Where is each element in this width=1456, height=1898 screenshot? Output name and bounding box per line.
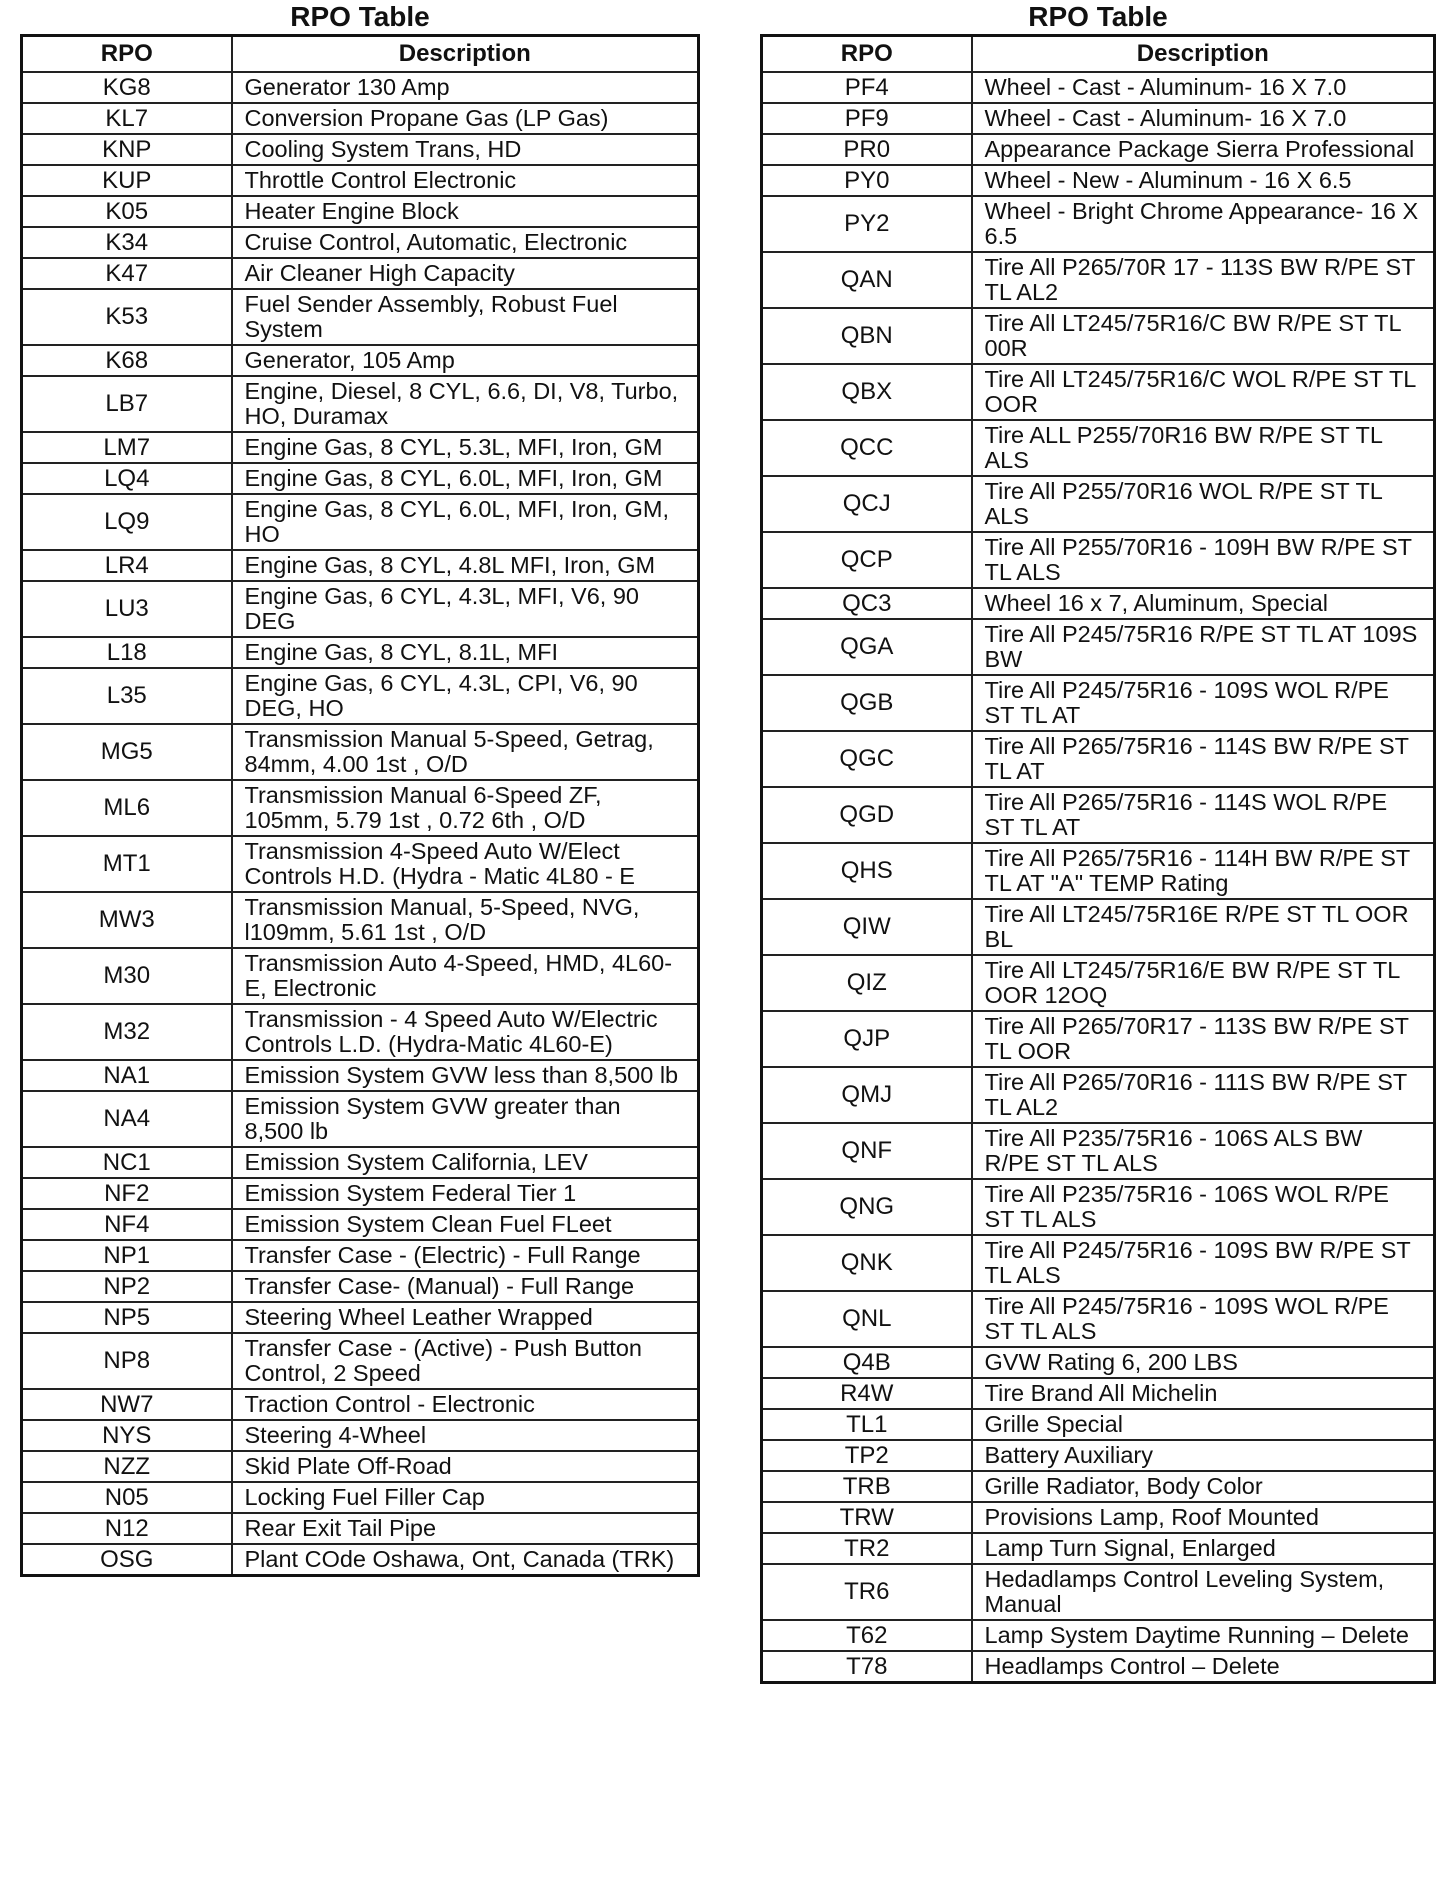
rpo-code-cell: KNP [22, 134, 232, 165]
description-cell: Wheel 16 x 7, Aluminum, Special [972, 588, 1435, 619]
description-cell: Grille Radiator, Body Color [972, 1471, 1435, 1502]
rpo-code-cell: LQ9 [22, 494, 232, 550]
table-row [762, 955, 1435, 1011]
rpo-code-cell: MT1 [22, 836, 232, 892]
description-cell: Engine, Diesel, 8 CYL, 6.6, DI, V8, Turbo, HO, Duramax [232, 376, 699, 432]
rpo-code-cell: QMJ [762, 1067, 972, 1123]
table-row [22, 1240, 699, 1271]
rpo-code-cell: PR0 [762, 134, 972, 165]
table-row [22, 1420, 699, 1451]
table-row [762, 1440, 1435, 1471]
table-row [762, 1378, 1435, 1409]
description-cell: Provisions Lamp, Roof Mounted [972, 1502, 1435, 1533]
table-row [22, 165, 699, 196]
description-cell: Conversion Propane Gas (LP Gas) [232, 103, 699, 134]
rpo-code-cell: T62 [762, 1620, 972, 1651]
table-row [22, 1389, 699, 1420]
table-row [762, 134, 1435, 165]
table-row [762, 1651, 1435, 1683]
description-cell: Tire All P255/70R16 WOL R/PE ST TL ALS [972, 476, 1435, 532]
right-table-body [762, 72, 1435, 1683]
description-cell: Tire All P265/70R16 - 111S BW R/PE ST TL AL2 [972, 1067, 1435, 1123]
rpo-code-cell: QC3 [762, 588, 972, 619]
rpo-code-cell: KUP [22, 165, 232, 196]
rpo-code-cell: K53 [22, 289, 232, 345]
description-cell: Air Cleaner High Capacity [232, 258, 699, 289]
table-row [762, 1235, 1435, 1291]
table-row [22, 780, 699, 836]
table-row [762, 420, 1435, 476]
description-cell: Tire All P235/75R16 - 106S WOL R/PE ST TL ALS [972, 1179, 1435, 1235]
table-row [22, 1060, 699, 1091]
description-column-header: Description [232, 36, 699, 73]
table-row [22, 948, 699, 1004]
rpo-code-cell: L35 [22, 668, 232, 724]
description-cell: Transmission Manual, 5-Speed, NVG, l109mm, 5.61 1st , O/D [232, 892, 699, 948]
table-row [22, 196, 699, 227]
description-cell: Cruise Control, Automatic, Electronic [232, 227, 699, 258]
rpo-code-cell: QNK [762, 1235, 972, 1291]
table-row [22, 550, 699, 581]
table-row [762, 252, 1435, 308]
left-table-body [22, 72, 699, 1576]
table-row [22, 494, 699, 550]
rpo-code-cell: M32 [22, 1004, 232, 1060]
description-cell: Headlamps Control – Delete [972, 1651, 1435, 1683]
table-row [762, 1067, 1435, 1123]
table-row [22, 1209, 699, 1240]
rpo-code-cell: NA4 [22, 1091, 232, 1147]
rpo-code-cell: R4W [762, 1378, 972, 1409]
description-cell: Wheel - Cast - Aluminum- 16 X 7.0 [972, 103, 1435, 134]
table-row [762, 1011, 1435, 1067]
description-cell: Engine Gas, 8 CYL, 8.1L, MFI [232, 637, 699, 668]
rpo-code-cell: NZZ [22, 1451, 232, 1482]
rpo-code-cell: NP1 [22, 1240, 232, 1271]
rpo-code-cell: QNG [762, 1179, 972, 1235]
description-cell: Plant COde Oshawa, Ont, Canada (TRK) [232, 1544, 699, 1576]
right-table-title: RPO Table [1028, 1, 1168, 32]
rpo-code-cell: QGC [762, 731, 972, 787]
table-row [762, 1347, 1435, 1378]
description-cell: Transfer Case - (Active) - Push Button Control, 2 Speed [232, 1333, 699, 1389]
rpo-code-cell: TL1 [762, 1409, 972, 1440]
table-row [762, 1502, 1435, 1533]
description-cell: Tire All P255/70R16 - 109H BW R/PE ST TL ALS [972, 532, 1435, 588]
rpo-code-cell: QNF [762, 1123, 972, 1179]
table-row [762, 308, 1435, 364]
table-row [22, 1513, 699, 1544]
table-row [762, 899, 1435, 955]
rpo-code-cell: K68 [22, 345, 232, 376]
description-cell: Battery Auxiliary [972, 1440, 1435, 1471]
table-row [22, 581, 699, 637]
table-row [22, 1271, 699, 1302]
description-cell: Tire All P235/75R16 - 106S ALS BW R/PE ST TL ALS [972, 1123, 1435, 1179]
table-row [762, 588, 1435, 619]
rpo-code-cell: QHS [762, 843, 972, 899]
left-rpo-panel [20, 0, 700, 1577]
table-row [762, 675, 1435, 731]
rpo-code-cell: PY0 [762, 165, 972, 196]
table-row [762, 532, 1435, 588]
rpo-code-cell: QNL [762, 1291, 972, 1347]
table-row [22, 892, 699, 948]
table-row [762, 1533, 1435, 1564]
rpo-code-cell: PF4 [762, 72, 972, 103]
rpo-code-cell: N12 [22, 1513, 232, 1544]
right-rpo-panel [760, 0, 1436, 1684]
description-cell: Tire All P245/75R16 - 109S BW R/PE ST TL ALS [972, 1235, 1435, 1291]
table-row [762, 1409, 1435, 1440]
table-row [762, 72, 1435, 103]
rpo-code-cell: KG8 [22, 72, 232, 103]
description-cell: Tire All LT245/75R16/C BW R/PE ST TL 00R [972, 308, 1435, 364]
description-cell: Engine Gas, 8 CYL, 5.3L, MFI, Iron, GM [232, 432, 699, 463]
description-cell: Tire All P265/75R16 - 114S WOL R/PE ST TL AT [972, 787, 1435, 843]
description-cell: Emission System Federal Tier 1 [232, 1178, 699, 1209]
rpo-code-cell: QAN [762, 252, 972, 308]
rpo-code-cell: TR2 [762, 1533, 972, 1564]
description-cell: Steering Wheel Leather Wrapped [232, 1302, 699, 1333]
rpo-code-cell: NF4 [22, 1209, 232, 1240]
rpo-code-cell: NW7 [22, 1389, 232, 1420]
rpo-code-cell: L18 [22, 637, 232, 668]
rpo-code-cell: LB7 [22, 376, 232, 432]
rpo-code-cell: PY2 [762, 196, 972, 252]
rpo-code-cell: QCP [762, 532, 972, 588]
description-cell: Tire All P265/75R16 - 114S BW R/PE ST TL AT [972, 731, 1435, 787]
description-cell: Wheel - Cast - Aluminum- 16 X 7.0 [972, 72, 1435, 103]
rpo-code-cell: QIW [762, 899, 972, 955]
rpo-code-cell: K34 [22, 227, 232, 258]
description-cell: Tire All P245/75R16 - 109S WOL R/PE ST TL ALS [972, 1291, 1435, 1347]
description-cell: Transmission 4-Speed Auto W/Elect Controls H.D. (Hydra - Matic 4L80 - E [232, 836, 699, 892]
table-row [22, 345, 699, 376]
rpo-code-cell: OSG [22, 1544, 232, 1576]
rpo-code-cell: NYS [22, 1420, 232, 1451]
description-cell: Engine Gas, 8 CYL, 6.0L, MFI, Iron, GM [232, 463, 699, 494]
table-row [762, 1123, 1435, 1179]
table-row [762, 1471, 1435, 1502]
description-cell: Emission System GVW less than 8,500 lb [232, 1060, 699, 1091]
rpo-code-cell: KL7 [22, 103, 232, 134]
rpo-code-cell: QCJ [762, 476, 972, 532]
rpo-code-cell: K05 [22, 196, 232, 227]
rpo-code-cell: MW3 [22, 892, 232, 948]
rpo-code-cell: MG5 [22, 724, 232, 780]
table-row [22, 227, 699, 258]
rpo-code-cell: TP2 [762, 1440, 972, 1471]
description-cell: Engine Gas, 8 CYL, 6.0L, MFI, Iron, GM, HO [232, 494, 699, 550]
description-cell: Locking Fuel Filler Cap [232, 1482, 699, 1513]
description-cell: Wheel - New - Aluminum - 16 X 6.5 [972, 165, 1435, 196]
description-cell: Emission System Clean Fuel FLeet [232, 1209, 699, 1240]
table-row [22, 289, 699, 345]
rpo-code-cell: QGD [762, 787, 972, 843]
description-cell: Tire All LT245/75R16E R/PE ST TL OOR BL [972, 899, 1435, 955]
rpo-code-cell: TRW [762, 1502, 972, 1533]
description-cell: Skid Plate Off-Road [232, 1451, 699, 1482]
table-row [22, 1333, 699, 1389]
table-row [22, 72, 699, 103]
table-row [762, 619, 1435, 675]
description-cell: Tire All P265/75R16 - 114H BW R/PE ST TL AT "A" TEMP Rating [972, 843, 1435, 899]
rpo-code-cell: TR6 [762, 1564, 972, 1620]
rpo-code-cell: NP2 [22, 1271, 232, 1302]
left-table-title: RPO Table [290, 1, 430, 32]
table-row [762, 364, 1435, 420]
table-row [762, 1564, 1435, 1620]
description-cell: Tire All P265/70R17 - 113S BW R/PE ST TL OOR [972, 1011, 1435, 1067]
description-cell: GVW Rating 6, 200 LBS [972, 1347, 1435, 1378]
description-cell: Generator 130 Amp [232, 72, 699, 103]
table-row [22, 103, 699, 134]
right-rpo-table [760, 34, 1436, 1684]
description-cell: Transmission Auto 4-Speed, HMD, 4L60-E, Electronic [232, 948, 699, 1004]
description-cell: Tire All P245/75R16 R/PE ST TL AT 109S BW [972, 619, 1435, 675]
description-cell: Emission System GVW greater than 8,500 lb [232, 1091, 699, 1147]
table-row [22, 1302, 699, 1333]
rpo-code-cell: TRB [762, 1471, 972, 1502]
table-row [762, 196, 1435, 252]
description-cell: Hedadlamps Control Leveling System, Manual [972, 1564, 1435, 1620]
description-cell: Tire All P245/75R16 - 109S WOL R/PE ST TL AT [972, 675, 1435, 731]
table-row [22, 1147, 699, 1178]
rpo-code-cell: QJP [762, 1011, 972, 1067]
table-row [762, 165, 1435, 196]
table-row [22, 668, 699, 724]
description-cell: Emission System California, LEV [232, 1147, 699, 1178]
description-cell: Rear Exit Tail Pipe [232, 1513, 699, 1544]
description-cell: Throttle Control Electronic [232, 165, 699, 196]
rpo-code-cell: K47 [22, 258, 232, 289]
description-cell: Tire All P265/70R 17 - 113S BW R/PE ST TL AL2 [972, 252, 1435, 308]
rpo-code-cell: QGA [762, 619, 972, 675]
left-rpo-table [20, 34, 700, 1577]
description-column-header: Description [972, 36, 1435, 73]
description-cell: Transmission - 4 Speed Auto W/Electric Controls L.D. (Hydra-Matic 4L60-E) [232, 1004, 699, 1060]
table-row [22, 1544, 699, 1576]
table-row [22, 376, 699, 432]
description-cell: Tire All LT245/75R16/E BW R/PE ST TL OOR 12OQ [972, 955, 1435, 1011]
rpo-code-cell: QCC [762, 420, 972, 476]
table-header-row [22, 36, 699, 73]
table-row [22, 1091, 699, 1147]
description-cell: Tire All LT245/75R16/C WOL R/PE ST TL OOR [972, 364, 1435, 420]
table-row [22, 1004, 699, 1060]
description-cell: Engine Gas, 6 CYL, 4.3L, MFI, V6, 90 DEG [232, 581, 699, 637]
table-row [762, 1179, 1435, 1235]
description-cell: Tire ALL P255/70R16 BW R/PE ST TL ALS [972, 420, 1435, 476]
description-cell: Transmission Manual 6-Speed ZF, 105mm, 5.79 1st , 0.72 6th , O/D [232, 780, 699, 836]
description-cell: Transmission Manual 5-Speed, Getrag, 84mm, 4.00 1st , O/D [232, 724, 699, 780]
description-cell: Heater Engine Block [232, 196, 699, 227]
rpo-code-cell: N05 [22, 1482, 232, 1513]
rpo-column-header: RPO [762, 36, 972, 73]
table-row [762, 476, 1435, 532]
rpo-code-cell: NP5 [22, 1302, 232, 1333]
description-cell: Generator, 105 Amp [232, 345, 699, 376]
rpo-code-cell: QBX [762, 364, 972, 420]
table-row [22, 1482, 699, 1513]
rpo-code-cell: LU3 [22, 581, 232, 637]
rpo-code-cell: Q4B [762, 1347, 972, 1378]
description-cell: Fuel Sender Assembly, Robust Fuel System [232, 289, 699, 345]
table-row [762, 1291, 1435, 1347]
rpo-code-cell: NP8 [22, 1333, 232, 1389]
table-row [762, 787, 1435, 843]
rpo-code-cell: PF9 [762, 103, 972, 134]
table-row [22, 724, 699, 780]
table-row [762, 1620, 1435, 1651]
description-cell: Tire Brand All Michelin [972, 1378, 1435, 1409]
table-row [22, 432, 699, 463]
table-row [22, 134, 699, 165]
description-cell: Transfer Case- (Manual) - Full Range [232, 1271, 699, 1302]
table-header-row [762, 36, 1435, 73]
description-cell: Engine Gas, 6 CYL, 4.3L, CPI, V6, 90 DEG, HO [232, 668, 699, 724]
table-row [22, 258, 699, 289]
description-cell: Lamp Turn Signal, Enlarged [972, 1533, 1435, 1564]
description-cell: Appearance Package Sierra Professional [972, 134, 1435, 165]
rpo-code-cell: LR4 [22, 550, 232, 581]
table-row [22, 1451, 699, 1482]
description-cell: Lamp System Daytime Running – Delete [972, 1620, 1435, 1651]
table-row [762, 731, 1435, 787]
rpo-code-cell: QIZ [762, 955, 972, 1011]
table-row [762, 103, 1435, 134]
description-cell: Traction Control - Electronic [232, 1389, 699, 1420]
table-row [22, 463, 699, 494]
rpo-code-cell: LQ4 [22, 463, 232, 494]
description-cell: Steering 4-Wheel [232, 1420, 699, 1451]
rpo-code-cell: QBN [762, 308, 972, 364]
rpo-code-cell: NF2 [22, 1178, 232, 1209]
rpo-code-cell: M30 [22, 948, 232, 1004]
rpo-code-cell: LM7 [22, 432, 232, 463]
table-row [22, 1178, 699, 1209]
table-row [22, 637, 699, 668]
rpo-code-cell: ML6 [22, 780, 232, 836]
description-cell: Cooling System Trans, HD [232, 134, 699, 165]
table-row [762, 843, 1435, 899]
rpo-column-header: RPO [22, 36, 232, 73]
rpo-code-cell: NA1 [22, 1060, 232, 1091]
description-cell: Engine Gas, 8 CYL, 4.8L MFI, Iron, GM [232, 550, 699, 581]
table-row [22, 836, 699, 892]
description-cell: Wheel - Bright Chrome Appearance- 16 X 6.5 [972, 196, 1435, 252]
rpo-code-cell: QGB [762, 675, 972, 731]
rpo-code-cell: NC1 [22, 1147, 232, 1178]
description-cell: Transfer Case - (Electric) - Full Range [232, 1240, 699, 1271]
description-cell: Grille Special [972, 1409, 1435, 1440]
rpo-code-cell: T78 [762, 1651, 972, 1683]
